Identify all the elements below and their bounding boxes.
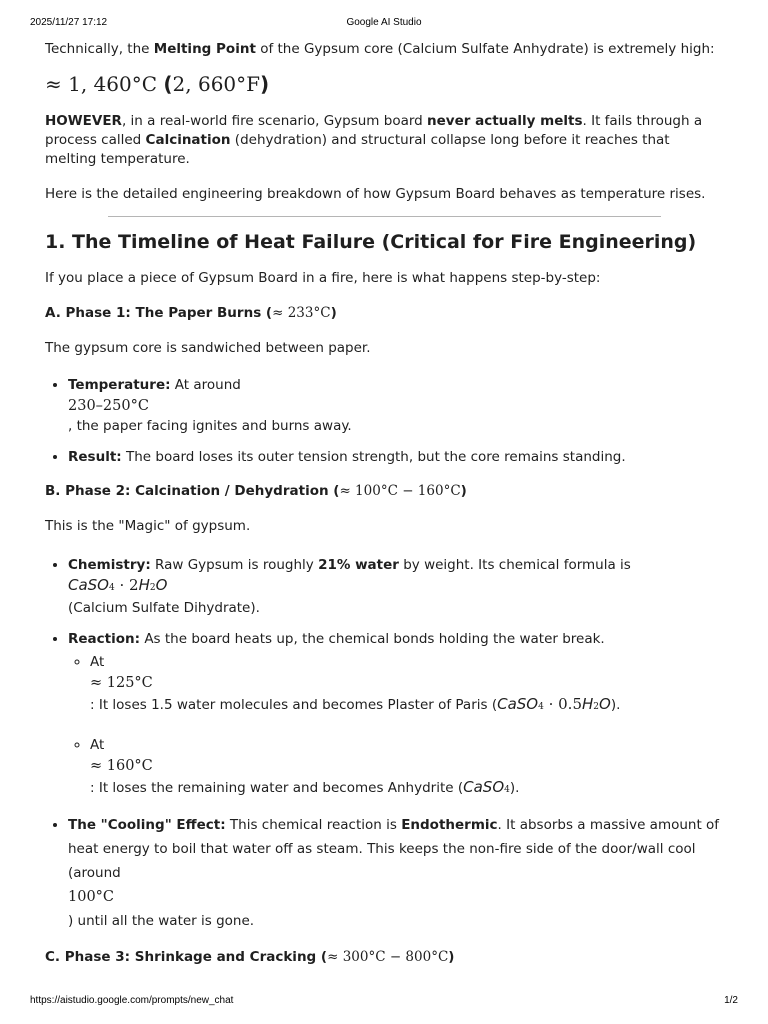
bold-water: 21% water bbox=[318, 557, 399, 573]
breakdown-paragraph: Here is the detailed engineering breakdown of how Gypsum Board behaves as temperature rises. bbox=[45, 186, 706, 202]
section-lead: If you place a piece of Gypsum Board in a fire, here is what happens step-by-step: bbox=[45, 270, 601, 286]
print-header bbox=[0, 17, 768, 31]
sub-text: At bbox=[90, 654, 105, 670]
however-paragraph bbox=[45, 112, 725, 169]
heading-math: ≈ 233°C bbox=[272, 305, 331, 321]
intro-text: of the Gypsum core (Calcium Sulfate Anhydrate) is extremely high: bbox=[255, 41, 715, 57]
print-date: 2025/11/27 17:12 bbox=[30, 17, 108, 28]
item-text: ) until all the water is gone. bbox=[68, 913, 255, 929]
phase-b-heading bbox=[45, 482, 725, 501]
list-item bbox=[68, 813, 725, 933]
item-label: The "Cooling" Effect: bbox=[68, 817, 226, 833]
heading-text: C. Phase 3: Shrinkage and Cracking ( bbox=[45, 949, 328, 965]
list-item bbox=[68, 448, 725, 467]
item-text: , the paper facing ignites and burns away. bbox=[68, 418, 352, 434]
list-item bbox=[68, 630, 725, 801]
item-text: The board loses its outer tension strength, but the core remains standing. bbox=[121, 449, 626, 465]
item-text: Raw Gypsum is roughly bbox=[150, 557, 319, 573]
document-content bbox=[45, 40, 725, 967]
print-footer bbox=[0, 995, 768, 1009]
heading-text: B. Phase 2: Calcination / Dehydration ( bbox=[45, 483, 340, 499]
equation-paren: ) bbox=[260, 72, 270, 96]
phase-a-heading bbox=[45, 304, 725, 323]
equation-part: ≈ 1, 460°C bbox=[45, 72, 164, 96]
temperature-math: ≈ 125°C bbox=[90, 675, 153, 691]
heading-text: A. Phase 1: The Paper Burns ( bbox=[45, 305, 273, 321]
bold-never-melts: never actually melts bbox=[427, 113, 583, 129]
sub-text: : It loses the remaining water and becomes Anhydrite ( bbox=[90, 780, 464, 796]
heading-text: ) bbox=[460, 483, 467, 499]
text: . It fails through a process called bbox=[45, 113, 703, 148]
text: (dehydration) and structural collapse long before it reaches that melting temperature. bbox=[45, 132, 670, 167]
phase-b-desc: This is the "Magic" of gypsum. bbox=[45, 518, 251, 534]
gypsum-formula: CaSO4 · 2H2O bbox=[68, 576, 168, 594]
heading-math: ≈ 100°C − 160°C bbox=[339, 483, 461, 499]
sub-item bbox=[90, 736, 725, 801]
print-url: https://aistudio.google.com/prompts/new_chat bbox=[30, 995, 234, 1006]
equation-part: 2, 660°F bbox=[172, 72, 261, 96]
temperature-math: 100°C bbox=[68, 889, 115, 905]
temperature-math: 230–250°C bbox=[68, 398, 149, 414]
item-text: . It absorbs a massive amount of heat energy to boil that water off as steam. This keeps the non-fire side of the door/wall cool (around bbox=[68, 817, 720, 881]
item-label: Reaction: bbox=[68, 631, 141, 647]
heading-text: ) bbox=[448, 949, 455, 965]
sub-text: ). bbox=[509, 780, 520, 796]
sub-item bbox=[90, 653, 725, 718]
sub-text: At bbox=[90, 737, 105, 753]
equation-paren: ( bbox=[163, 72, 173, 96]
phase-a-desc: The gypsum core is sandwiched between paper. bbox=[45, 340, 371, 356]
item-text: by weight. Its chemical formula is bbox=[398, 557, 631, 573]
phase-b-list bbox=[45, 556, 725, 933]
sub-text: : It loses 1.5 water molecules and becomes Plaster of Paris ( bbox=[90, 697, 498, 713]
heading-math: ≈ 300°C − 800°C bbox=[327, 949, 449, 965]
divider bbox=[108, 216, 661, 217]
sub-text: ). bbox=[610, 697, 621, 713]
print-title: Google AI Studio bbox=[346, 17, 422, 28]
bold-endothermic: Endothermic bbox=[401, 817, 498, 833]
item-text: This chemical reaction is bbox=[225, 817, 402, 833]
intro-bold-melting-point: Melting Point bbox=[153, 41, 256, 57]
intro-text: Technically, the bbox=[45, 41, 154, 57]
intro-paragraph bbox=[45, 40, 725, 59]
list-item bbox=[68, 376, 725, 436]
item-label: Temperature: bbox=[68, 377, 171, 393]
text: , in a real-world fire scenario, Gypsum board bbox=[121, 113, 428, 129]
plaster-formula: CaSO4 · 0.5H2O bbox=[497, 695, 611, 713]
reaction-sublist bbox=[68, 653, 725, 801]
anhydrite-formula: CaSO4 bbox=[463, 778, 510, 796]
page-number: 1/2 bbox=[724, 995, 738, 1006]
item-text: (Calcium Sulfate Dihydrate). bbox=[68, 600, 260, 616]
item-label: Chemistry: bbox=[68, 557, 151, 573]
bold-however: HOWEVER bbox=[45, 113, 122, 129]
list-item bbox=[68, 556, 725, 618]
phase-c-heading bbox=[45, 948, 725, 967]
item-text: At around bbox=[170, 377, 241, 393]
item-label: Result: bbox=[68, 449, 122, 465]
phase-a-list bbox=[45, 376, 725, 467]
heading-text: ) bbox=[330, 305, 337, 321]
bold-calcination: Calcination bbox=[145, 132, 231, 148]
item-text: As the board heats up, the chemical bonds holding the water break. bbox=[140, 631, 605, 647]
section-heading: 1. The Timeline of Heat Failure (Critical for Fire Engineering) bbox=[45, 231, 697, 253]
temperature-math: ≈ 160°C bbox=[90, 758, 153, 774]
melting-point-equation bbox=[45, 71, 725, 97]
